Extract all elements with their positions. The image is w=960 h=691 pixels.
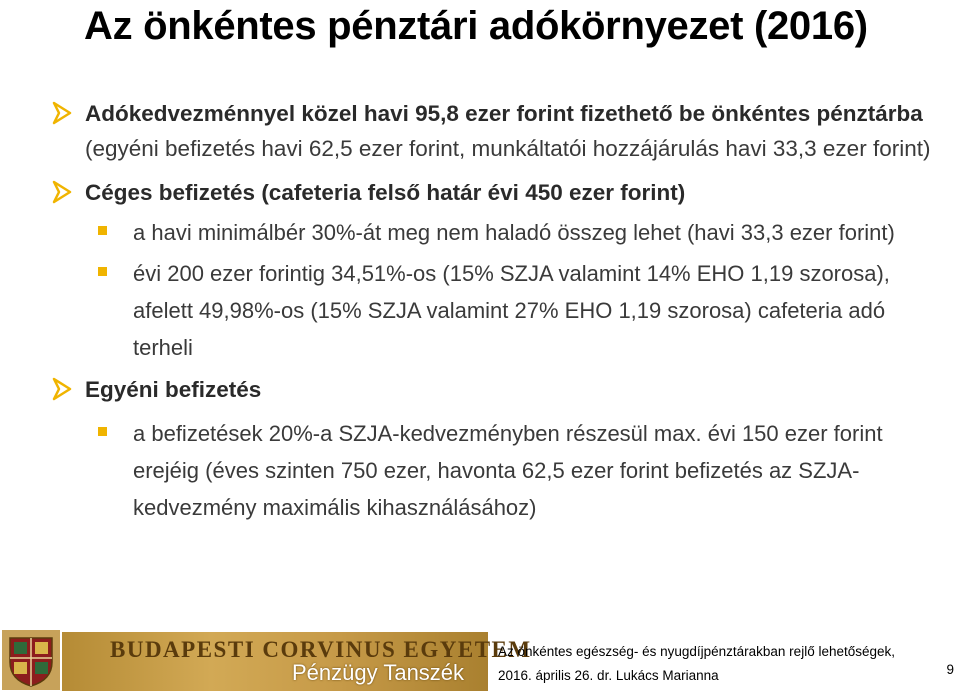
bullet-1 bbox=[52, 96, 942, 166]
square-bullet-icon bbox=[98, 267, 107, 276]
slide-content bbox=[52, 96, 942, 530]
bullet-3 bbox=[52, 372, 942, 407]
sub-bullet-2-2-text: évi 200 ezer forintig 34,51%-os (15% SZJA valamint 14% EHO 1,19 szorosa), afelett 49,98%-os (15% SZJA valamint 27% EHO 1,19 szorosa) cafeteria adó terheli bbox=[133, 261, 890, 360]
page-number: 9 bbox=[946, 662, 954, 677]
arrow-bullet-icon bbox=[52, 101, 72, 125]
footer-caption bbox=[498, 640, 918, 688]
sub-bullet-2-1 bbox=[133, 214, 942, 251]
sub-bullet-2-1-text: a havi minimálbér 30%-át meg nem haladó összeg lehet (havi 33,3 ezer forint) bbox=[133, 220, 895, 245]
arrow-bullet-icon bbox=[52, 377, 72, 401]
footer-line-2: 2016. április 26. dr. Lukács Marianna bbox=[498, 668, 719, 683]
university-crest-icon bbox=[2, 630, 60, 690]
sub-bullet-2-2 bbox=[133, 255, 942, 366]
footer bbox=[0, 626, 960, 691]
bullet-1-bold: Adókedvezménnyel közel havi 95,8 ezer forint fizethető be önkéntes pénztárba bbox=[85, 101, 923, 126]
footer-line-1: Az önkéntes egészség- és nyugdíjpénztárakban rejlő lehetőségek, bbox=[498, 644, 896, 659]
bullet-3-bold: Egyéni befizetés bbox=[85, 377, 262, 402]
university-banner bbox=[62, 632, 532, 691]
square-bullet-icon bbox=[98, 427, 107, 436]
sub-bullet-3-1-text: a befizetések 20%-a SZJA-kedvezményben részesül max. évi 150 ezer forint erejéig (éves szinten 750 ezer, havonta 62,5 ezer forint befizetés az SZJA-kedvezmény maximális kihasználásához) bbox=[133, 421, 883, 520]
department-name: Pénzügy Tanszék bbox=[292, 660, 465, 685]
bullet-2 bbox=[52, 175, 942, 210]
bullet-2-bold: Céges befizetés (cafeteria felső határ évi 450 ezer forint) bbox=[85, 180, 686, 205]
sub-bullet-3-1 bbox=[133, 415, 942, 526]
slide-title: Az önkéntes pénztári adókörnyezet (2016) bbox=[84, 4, 868, 48]
bullet-1-text: (egyéni befizetés havi 62,5 ezer forint, munkáltatói hozzájárulás havi 33,3 ezer forint) bbox=[85, 136, 931, 161]
square-bullet-icon bbox=[98, 226, 107, 235]
arrow-bullet-icon bbox=[52, 180, 72, 204]
university-name: BUDAPESTI CORVINUS EGYETEM bbox=[110, 637, 532, 662]
